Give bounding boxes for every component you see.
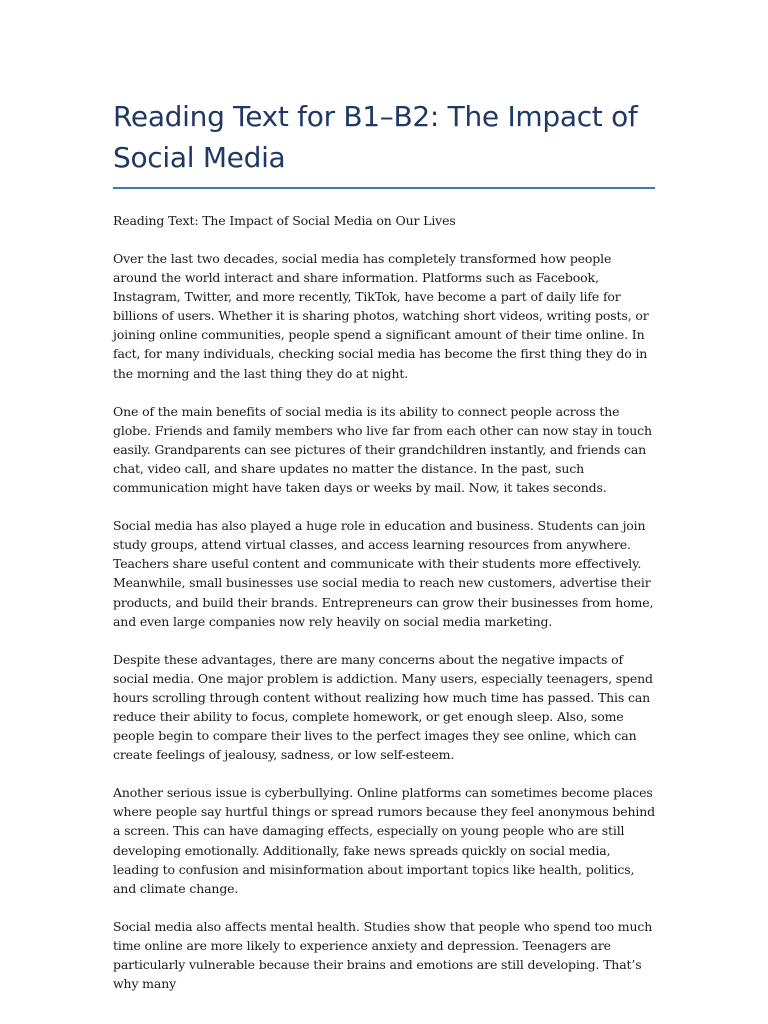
title-underline-rule: [113, 187, 655, 189]
paragraph-intro: Over the last two decades, social media has completely transformed how people around the world interact and share information. Platforms such as Facebook, Instagram, Twitter, and more recently, TikTok, have become a part of daily life for billions of users. Whether it is sharing photos, watching short videos, writing posts, or joining online communities, people spend a significant amount of their time online. In fact, for many individuals, checking social media has become the first thing they do in the morning and the last thing they do at night.: [113, 251, 649, 381]
paragraph-connection: One of the main benefits of social media is its ability to connect people across the globe. Friends and family members who live far from each other can now stay in touch easily. Grandparents can see pictures of their grandchildren instantly, and friends can chat, video call, and share updates no matter the distance. In the past, such communication might have taken days or weeks by mail. Now, it takes seconds.: [113, 403, 652, 496]
paragraph-negative-impacts: Despite these advantages, there are many concerns about the negative impacts of social media. One major problem is addiction. Many users, especially teenagers, spend hours scrolling through content without realizing how much time has passed. This can reduce their ability to focus, complete homework, or get enough sleep. Also, some people begin to compare their lives to the perfect images they see online, which can create feelings of jealousy, sadness, or low self-esteem.: [113, 651, 653, 763]
paragraph-education-business: Social media has also played a huge role in education and business. Students can join study groups, attend virtual classes, and access learning resources from anywhere. Teachers share useful content and communicate with their students more effectively. Meanwhile, small businesses use social media to reach new customers, advertise their products, and build their brands. Entrepreneurs can grow their businesses from home, and even large companies now rely heavily on social media marketing.: [113, 518, 654, 629]
document-title: Reading Text for B1–B2: The Impact of Social Media: [113, 100, 638, 174]
paragraph-cyberbullying: Another serious issue is cyberbullying. Online platforms can sometimes become places where people say hurtful things or spread rumors because they feel anonymous behind a screen. This can have damaging effects, especially on young people who are still developing emotionally. Additionally, fake news spreads quickly on social media, leading to confusion and misinformation about important topics like health, politics, and climate change.: [113, 785, 656, 896]
document-content: [113, 96, 655, 993]
reading-text-subtitle: Reading Text: The Impact of Social Media on Our Lives: [113, 213, 456, 228]
paragraph-mental-health: Social media also affects mental health. Studies show that people who spend too much time online are more likely to experience anxiety and depression. Teenagers are particularly vulnerable because their brains and emotions are still developing. That’s why many: [113, 918, 653, 992]
